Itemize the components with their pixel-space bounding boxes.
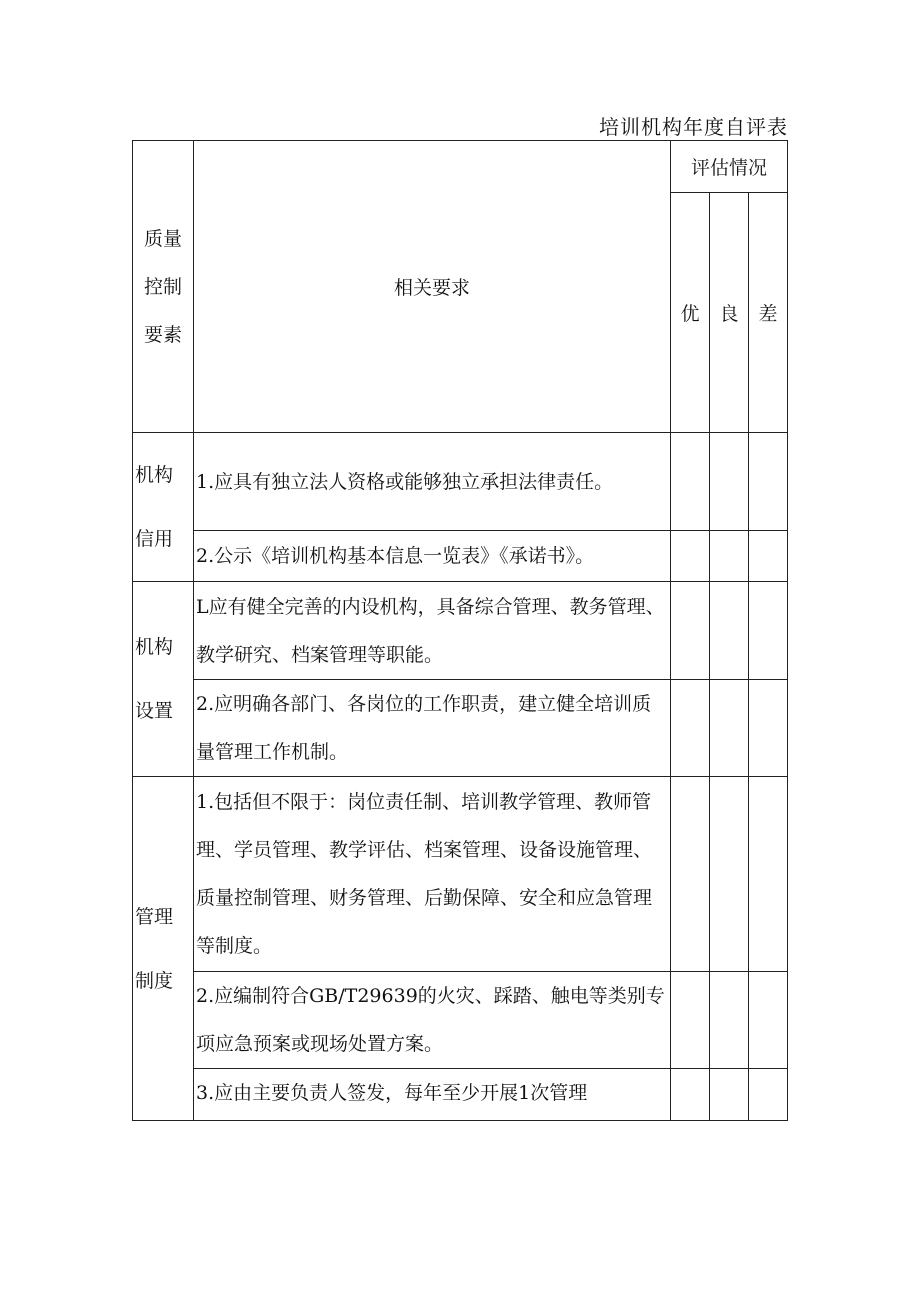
form-title: 培训机构年度自评表 <box>599 115 788 139</box>
evaluation-header: 评估情况 <box>671 141 788 193</box>
category-cell: 管理 制度 <box>133 777 194 1121</box>
self-evaluation-table <box>132 140 788 1121</box>
rating-cell-excellent[interactable] <box>671 777 710 972</box>
requirement-cell: L应有健全完善的内设机构，具备综合管理、教务管理、教学研究、档案管理等职能。 <box>194 582 671 680</box>
table-row <box>133 777 788 972</box>
rating-good-header: 良 <box>710 193 749 433</box>
rating-cell-excellent[interactable] <box>671 972 710 1069</box>
rating-cell-poor[interactable] <box>749 433 788 531</box>
requirement-cell: 3.应由主要负责人签发，每年至少开展1次管理 <box>194 1069 671 1121</box>
rating-cell-excellent[interactable] <box>671 531 710 582</box>
requirements-header: 相关要求 <box>194 141 671 433</box>
rating-cell-good[interactable] <box>710 972 749 1069</box>
rating-cell-excellent[interactable] <box>671 1069 710 1121</box>
rating-cell-good[interactable] <box>710 582 749 680</box>
rating-cell-poor[interactable] <box>749 531 788 582</box>
requirement-cell: 2.应明确各部门、各岗位的工作职责，建立健全培训质量管理工作机制。 <box>194 680 671 777</box>
rating-excellent-header: 优 <box>671 193 710 433</box>
table-row <box>133 1069 788 1121</box>
rating-cell-poor[interactable] <box>749 1069 788 1121</box>
rating-cell-poor[interactable] <box>749 972 788 1069</box>
rating-poor-header: 差 <box>749 193 788 433</box>
rating-cell-good[interactable] <box>710 777 749 972</box>
rating-cell-poor[interactable] <box>749 582 788 680</box>
requirement-cell: 2.公示《培训机构基本信息一览表》《承诺书》。 <box>194 531 671 582</box>
category-cell: 机构 信用 <box>133 433 194 582</box>
rating-cell-good[interactable] <box>710 531 749 582</box>
rating-cell-good[interactable] <box>710 433 749 531</box>
rating-cell-excellent[interactable] <box>671 582 710 680</box>
requirement-cell: 1.应具有独立法人资格或能够独立承担法律责任。 <box>194 433 671 531</box>
requirement-cell: 1.包括但不限于：岗位责任制、培训教学管理、教师管理、学员管理、教学评估、档案管理、设备设施管理、质量控制管理、财务管理、后勤保障、安全和应急管理等制度。 <box>194 777 671 972</box>
requirement-cell: 2.应编制符合GB/T29639的火灾、踩踏、触电等类别专项应急预案或现场处置方案。 <box>194 972 671 1069</box>
table-row <box>133 531 788 582</box>
table-row <box>133 433 788 531</box>
rating-cell-good[interactable] <box>710 1069 749 1121</box>
category-cell: 机构 设置 <box>133 582 194 777</box>
table-row <box>133 680 788 777</box>
table-row <box>133 972 788 1069</box>
quality-element-header: 质量 控制 要素 <box>133 141 194 433</box>
table-row <box>133 582 788 680</box>
rating-cell-poor[interactable] <box>749 777 788 972</box>
rating-cell-poor[interactable] <box>749 680 788 777</box>
rating-cell-excellent[interactable] <box>671 433 710 531</box>
rating-cell-excellent[interactable] <box>671 680 710 777</box>
rating-cell-good[interactable] <box>710 680 749 777</box>
